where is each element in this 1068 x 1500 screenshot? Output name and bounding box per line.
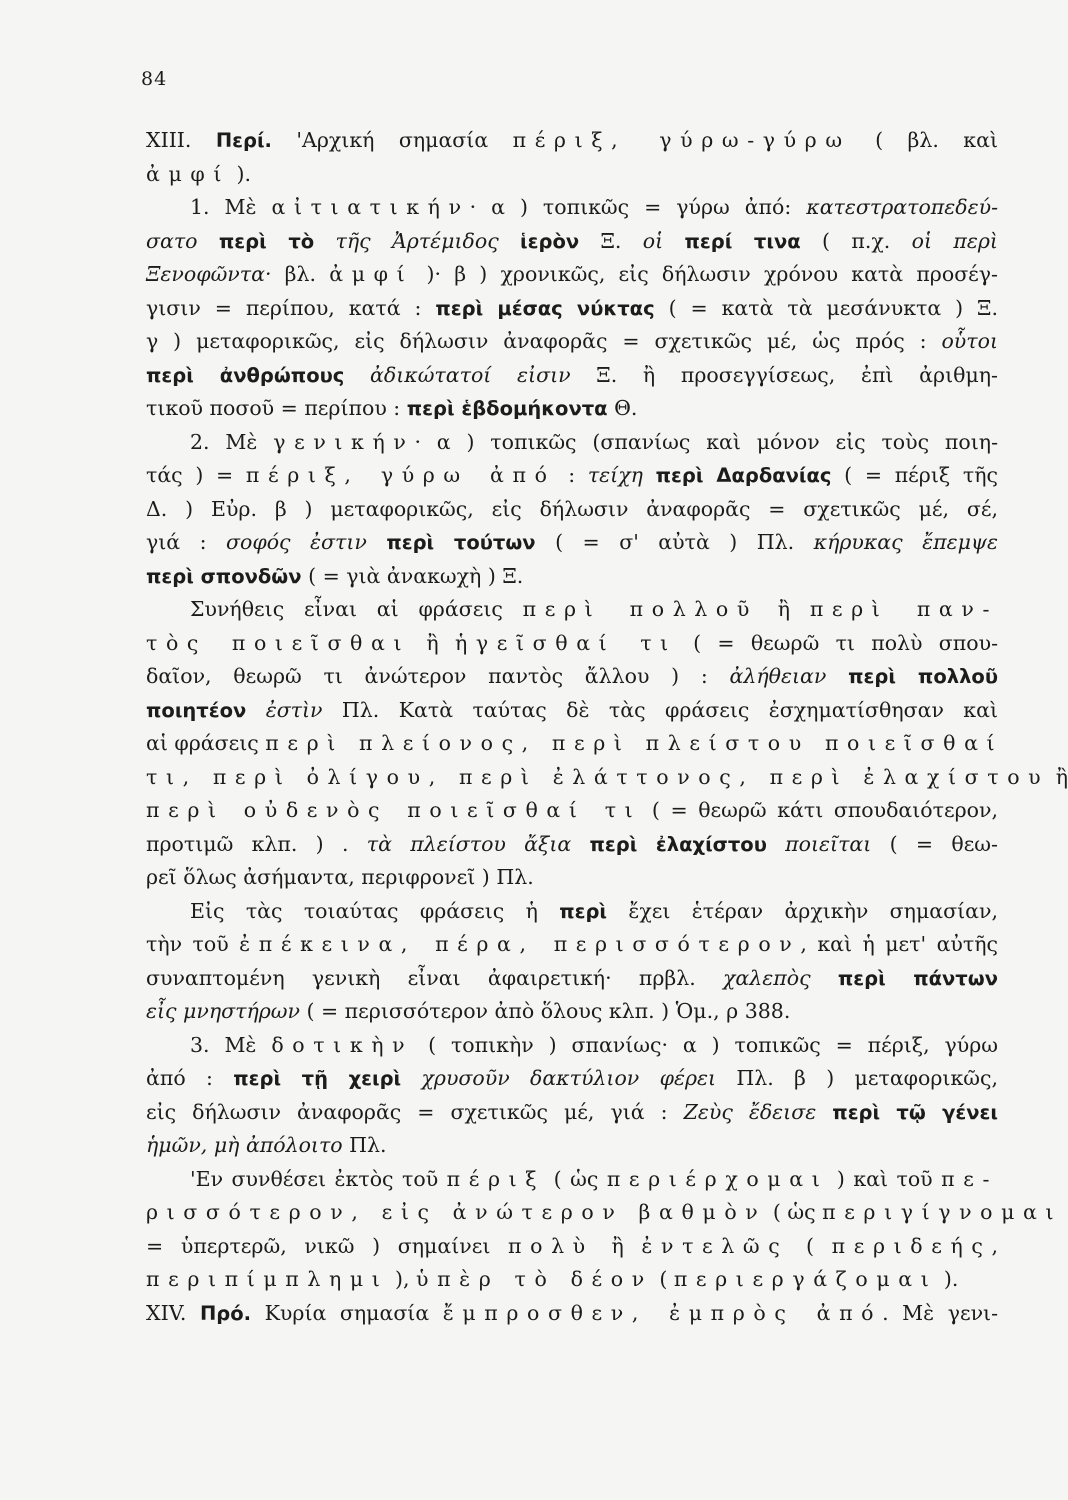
- italic-quote: ἀλήθειαν: [729, 664, 827, 688]
- text-line: [146, 191, 998, 225]
- text-run: τάς ) =: [146, 463, 246, 487]
- text-line: [146, 258, 998, 292]
- bold-term: περὶ Δαρδανίας: [655, 464, 832, 487]
- body-text: [146, 124, 1068, 1330]
- italic-quote: κατεστρατοπεδεύ-: [806, 195, 998, 219]
- text-run: τὴν τοῦ: [146, 932, 240, 956]
- text-run: ( = πέριξ τῆς: [831, 463, 998, 487]
- italic-quote: Ζεὺς ἔδεισε: [683, 1099, 817, 1124]
- text-run: = ὑπερτερῶ, νικῶ ) σημαίνει: [146, 1233, 509, 1258]
- bold-term: περὶ ἀνθρώπους: [146, 363, 345, 387]
- text-line: [146, 861, 998, 895]
- spaced-text: τὸς ποιεῖσθαι: [146, 630, 411, 655]
- text-line: [146, 962, 998, 996]
- text-line: [146, 493, 998, 527]
- spaced-text: περιεργάζομαι: [673, 1267, 938, 1291]
- italic-quote: οἱ: [642, 228, 664, 253]
- text-run: συναπτομένη γενικὴ εἶναι ἀφαιρετική· πρβλ.: [146, 965, 723, 990]
- text-run: [198, 229, 219, 253]
- text-run: ( = γιὰ ἀνακωχὴ ) Ξ.: [301, 563, 524, 588]
- text-line: [146, 1163, 998, 1197]
- italic-quote: χρυσοῦν δακτύλιον φέρει: [421, 1066, 717, 1090]
- text-run: . Μὲ γενι-: [882, 1300, 999, 1325]
- italic-quote: ἐστὶν: [265, 697, 323, 722]
- text-run: γ ) μεταφορικῶς, εἰς δήλωσιν ἀναφορᾶς = σχετικῶς μέ, ὡς πρός :: [146, 329, 942, 353]
- spaced-text: περὶ οὐδενὸς ποιεῖσθαί τι: [146, 798, 642, 822]
- text-run: Θ.: [607, 396, 638, 420]
- text-run: ,: [991, 1233, 998, 1258]
- italic-quote: κήρυκας ἔπεμψε: [813, 530, 998, 554]
- spaced-text: γενικήν: [273, 429, 415, 454]
- text-run: 3. Μὲ: [190, 1032, 272, 1057]
- text-line: [146, 828, 998, 862]
- text-line: [146, 359, 998, 393]
- text-run: ρεῖ ὅλως ἀσήμαντα, περιφρονεῖ ) Πλ.: [146, 865, 534, 889]
- text-line: [146, 1297, 998, 1331]
- text-run: ( = θεω-: [871, 831, 998, 856]
- italic-quote: οἱ περὶ: [911, 228, 998, 253]
- spaced-text: αἰτιατικήν: [271, 195, 470, 219]
- bold-term: Πρό.: [199, 1301, 252, 1325]
- text-run: · α ) τοπικῶς = γύρω ἀπό:: [469, 195, 807, 219]
- text-run: γισιν = περίπου, κατά :: [146, 295, 436, 320]
- text-run: προτιμῶ κλπ. ) .: [146, 831, 367, 856]
- text-line: [146, 1062, 998, 1096]
- text-run: ( ὡς: [766, 1200, 823, 1224]
- spaced-text: ἐντελῶς: [641, 1233, 789, 1258]
- text-run: [643, 463, 656, 487]
- spaced-text: περιγίγνομαι: [822, 1200, 1063, 1224]
- text-run: τικοῦ ποσοῦ = περίπου :: [146, 396, 407, 420]
- spaced-text: περιδεής: [831, 1233, 992, 1258]
- text-run: ),: [388, 1267, 416, 1291]
- text-run: ( = θεωρῶ τι πολὺ σπου-: [676, 630, 999, 655]
- bold-term: περὶ τῷ γένει: [832, 1100, 998, 1124]
- text-run: ( ὡς: [545, 1166, 607, 1191]
- text-line: [146, 1230, 998, 1264]
- text-run: Πλ.: [342, 1133, 387, 1157]
- italic-quote: χαλεπὸς: [723, 965, 811, 990]
- text-run: Συνήθεις εἶναι αἱ φράσεις: [190, 597, 523, 621]
- spaced-text: περὶ πολλοῦ: [522, 597, 758, 621]
- text-run: (: [788, 1233, 832, 1258]
- text-run: αἱ φράσεις: [146, 731, 266, 755]
- text-line: [146, 459, 998, 493]
- page-number: 84: [141, 68, 168, 90]
- text-run: [401, 1066, 421, 1090]
- text-run: [767, 832, 785, 856]
- text-line: [146, 560, 998, 594]
- text-run: XIV.: [146, 1300, 200, 1325]
- text-line: [146, 225, 998, 259]
- bold-term: περὶ ἐλαχίστου: [589, 832, 767, 856]
- text-run: [246, 698, 265, 722]
- text-line: [146, 995, 998, 1029]
- bold-term: περὶ ἑβδομήκοντα: [406, 397, 608, 420]
- spaced-text: πέριξ, γύρω-γύρω: [512, 128, 851, 152]
- spaced-text: ὑπὲρ τὸ δέον: [416, 1267, 653, 1291]
- bold-term: περὶ τὸ: [218, 229, 315, 253]
- text-run: 1. Μὲ: [190, 195, 272, 219]
- text-run: Ξ. ἢ προσεγγίσεως, ἐπὶ ἀριθμη-: [570, 362, 998, 387]
- text-run: Κυρία σημασία: [251, 1300, 443, 1325]
- spaced-text: ἀμφί: [329, 262, 414, 286]
- text-run: ( βλ. καὶ: [850, 128, 998, 152]
- spaced-text: περιέρχομαι: [606, 1166, 829, 1191]
- bold-term: περὶ τούτων: [386, 531, 536, 554]
- text-run: ( = περισσότερον ἀπὸ ὅλους κλπ. ) Ὁμ., ρ 388.: [299, 999, 791, 1023]
- italic-quote: τὰ πλείστου ἄξια: [366, 831, 572, 856]
- text-line: [146, 1096, 998, 1130]
- text-run: ἢ: [410, 630, 455, 655]
- spaced-text: περὶ παν-: [809, 597, 998, 621]
- text-run: ( = κατὰ τὰ μεσάνυκτα ) Ξ.: [654, 295, 998, 320]
- text-line: [146, 660, 998, 694]
- italic-quote: τείχη: [587, 463, 643, 487]
- text-run: ἔχει ἑτέραν ἀρχικὴν σημασίαν,: [607, 898, 998, 923]
- italic-quote: ἀδικώτατοί εἰσιν: [370, 362, 571, 387]
- text-run: )· β ) χρονικῶς, εἰς δήλωσιν χρόνου κατὰ προσέγ-: [413, 262, 998, 286]
- text-run: Εἰς τὰς τοιαύτας φράσεις ἡ: [190, 898, 560, 923]
- spaced-text: ἡγεῖσθαί τι: [455, 630, 677, 655]
- text-run: ἢ: [757, 597, 810, 621]
- text-line: [146, 292, 998, 326]
- text-line: [146, 694, 998, 728]
- text-run: Ξ.: [579, 228, 643, 253]
- spaced-text: πε-: [941, 1166, 998, 1191]
- italic-quote: ποιεῖται: [785, 831, 872, 856]
- text-line: [146, 593, 998, 627]
- spaced-text: περιπίμπλημι: [146, 1267, 389, 1291]
- text-run: [826, 664, 848, 688]
- spaced-text: ἐπέκεινα, πέρα, περισσότερον: [239, 932, 801, 956]
- text-run: ) καὶ τοῦ: [828, 1166, 942, 1191]
- text-run: [663, 229, 684, 253]
- text-run: ( π.χ.: [800, 228, 912, 253]
- italic-quote: εἶς μνηστήρων: [146, 999, 300, 1023]
- text-line: [146, 325, 998, 359]
- text-run: [314, 229, 335, 253]
- text-run: ( = σ' αὐτὰ ) Πλ.: [535, 530, 814, 554]
- text-run: (: [652, 1267, 674, 1291]
- text-run: βλ.: [271, 262, 330, 286]
- text-run: ( τοπικὴν ) σπανίως· α ) τοπικῶς = πέριξ, γύρω: [413, 1032, 998, 1057]
- italic-quote: οὗτοι: [941, 329, 998, 353]
- text-run: δαῖον, θεωρῶ τι ἀνώτερον παντὸς ἄλλου ) :: [146, 664, 730, 688]
- text-line: [146, 1029, 998, 1063]
- text-line: [146, 727, 1004, 761]
- text-run: [571, 832, 589, 856]
- text-line: [146, 526, 998, 560]
- spaced-text: τι, περὶ ὀλίγου, περὶ ἐλάττονος, περὶ ἐλαχίστου: [146, 764, 1050, 789]
- spaced-text: περὶ πλείονος, περὶ πλείστου ποιεῖσθαί: [265, 731, 1004, 755]
- text-line: [146, 761, 1068, 795]
- text-run: :: [555, 463, 588, 487]
- text-run: [816, 1100, 832, 1124]
- bold-term: περὶ τῇ χειρὶ: [233, 1067, 402, 1090]
- text-run: Πλ. Κατὰ ταύτας δὲ τὰς φράσεις ἐσχηματίσθησαν καὶ: [322, 697, 998, 722]
- text-run: ἢ: [1049, 764, 1068, 789]
- text-run: ἀπό :: [146, 1066, 234, 1090]
- spaced-text: ἀμφί: [146, 161, 230, 186]
- text-run: ἢ: [593, 1233, 642, 1258]
- italic-quote: Ξενοφῶντα·: [146, 262, 272, 286]
- bold-term: περὶ πάντων: [837, 966, 998, 990]
- italic-quote: ἡμῶν, μὴ ἀπόλοιτο: [146, 1133, 343, 1157]
- text-run: XIII.: [146, 128, 216, 152]
- text-run: γιά :: [146, 530, 226, 554]
- bold-term: περὶ: [559, 899, 608, 923]
- bold-term: ἱερὸν: [520, 229, 580, 253]
- text-line: [146, 392, 998, 426]
- text-line: [146, 794, 998, 828]
- text-line: [146, 1263, 998, 1297]
- text-run: 2. Μὲ: [190, 429, 274, 454]
- bold-term: περί τινα: [684, 229, 801, 253]
- text-run: · α ) τοπικῶς (σπανίως καὶ μόνον εἰς τοὺς ποιη-: [414, 429, 998, 454]
- bold-term: περὶ μέσας νύκτας: [435, 296, 655, 320]
- text-line: [146, 124, 998, 158]
- text-run: ).: [937, 1267, 959, 1291]
- spaced-text: πέριξ, γύρω ἀπό: [245, 463, 556, 487]
- bold-term: περὶ σπονδῶν: [146, 564, 302, 588]
- text-run: ).: [230, 161, 252, 186]
- text-run: [367, 530, 386, 554]
- italic-quote: σοφός ἐστιν: [226, 530, 367, 554]
- italic-quote: σατο: [146, 228, 198, 253]
- text-run: [811, 966, 838, 990]
- spaced-text: πολὺ: [508, 1233, 594, 1258]
- text-line: [146, 627, 998, 661]
- spaced-text: πέριξ: [446, 1166, 546, 1191]
- text-line: [146, 158, 998, 192]
- spaced-text: ἔμπροσθεν, ἐμπρὸς ἀπό: [442, 1300, 883, 1325]
- spaced-text: δοτικὴν: [271, 1032, 414, 1057]
- text-run: [344, 363, 370, 387]
- text-line: [146, 1129, 998, 1163]
- text-run: 'Αρχική σημασία: [271, 128, 513, 152]
- text-line: [146, 928, 998, 962]
- bold-term: περὶ πολλοῦ: [848, 665, 998, 688]
- text-run: εἰς δήλωσιν ἀναφορᾶς = σχετικῶς μέ, γιά :: [146, 1099, 684, 1124]
- spaced-text: ρισσότερον, εἰς ἀνώτερον βαθμὸν: [146, 1200, 767, 1224]
- text-run: Δ. ) Εὐρ. β ) μεταφορικῶς, εἰς δήλωσιν ἀναφορᾶς = σχετικῶς μέ, σέ,: [146, 496, 998, 521]
- text-run: 'Εν συνθέσει ἐκτὸς τοῦ: [190, 1166, 447, 1191]
- text-run: Πλ. β ) μεταφορικῶς,: [716, 1066, 998, 1090]
- text-line: [146, 1196, 1063, 1230]
- text-line: [146, 426, 998, 460]
- text-run: , καὶ ἡ μετ' αὐτῆς: [800, 932, 998, 956]
- text-run: [499, 229, 520, 253]
- bold-term: Περί.: [215, 129, 272, 152]
- text-run: ( = θεωρῶ κάτι σπουδαιότερον,: [641, 798, 998, 822]
- bold-term: ποιητέον: [146, 698, 247, 722]
- text-line: [146, 895, 998, 929]
- italic-quote: τῆς Ἀρτέμιδος: [335, 228, 499, 253]
